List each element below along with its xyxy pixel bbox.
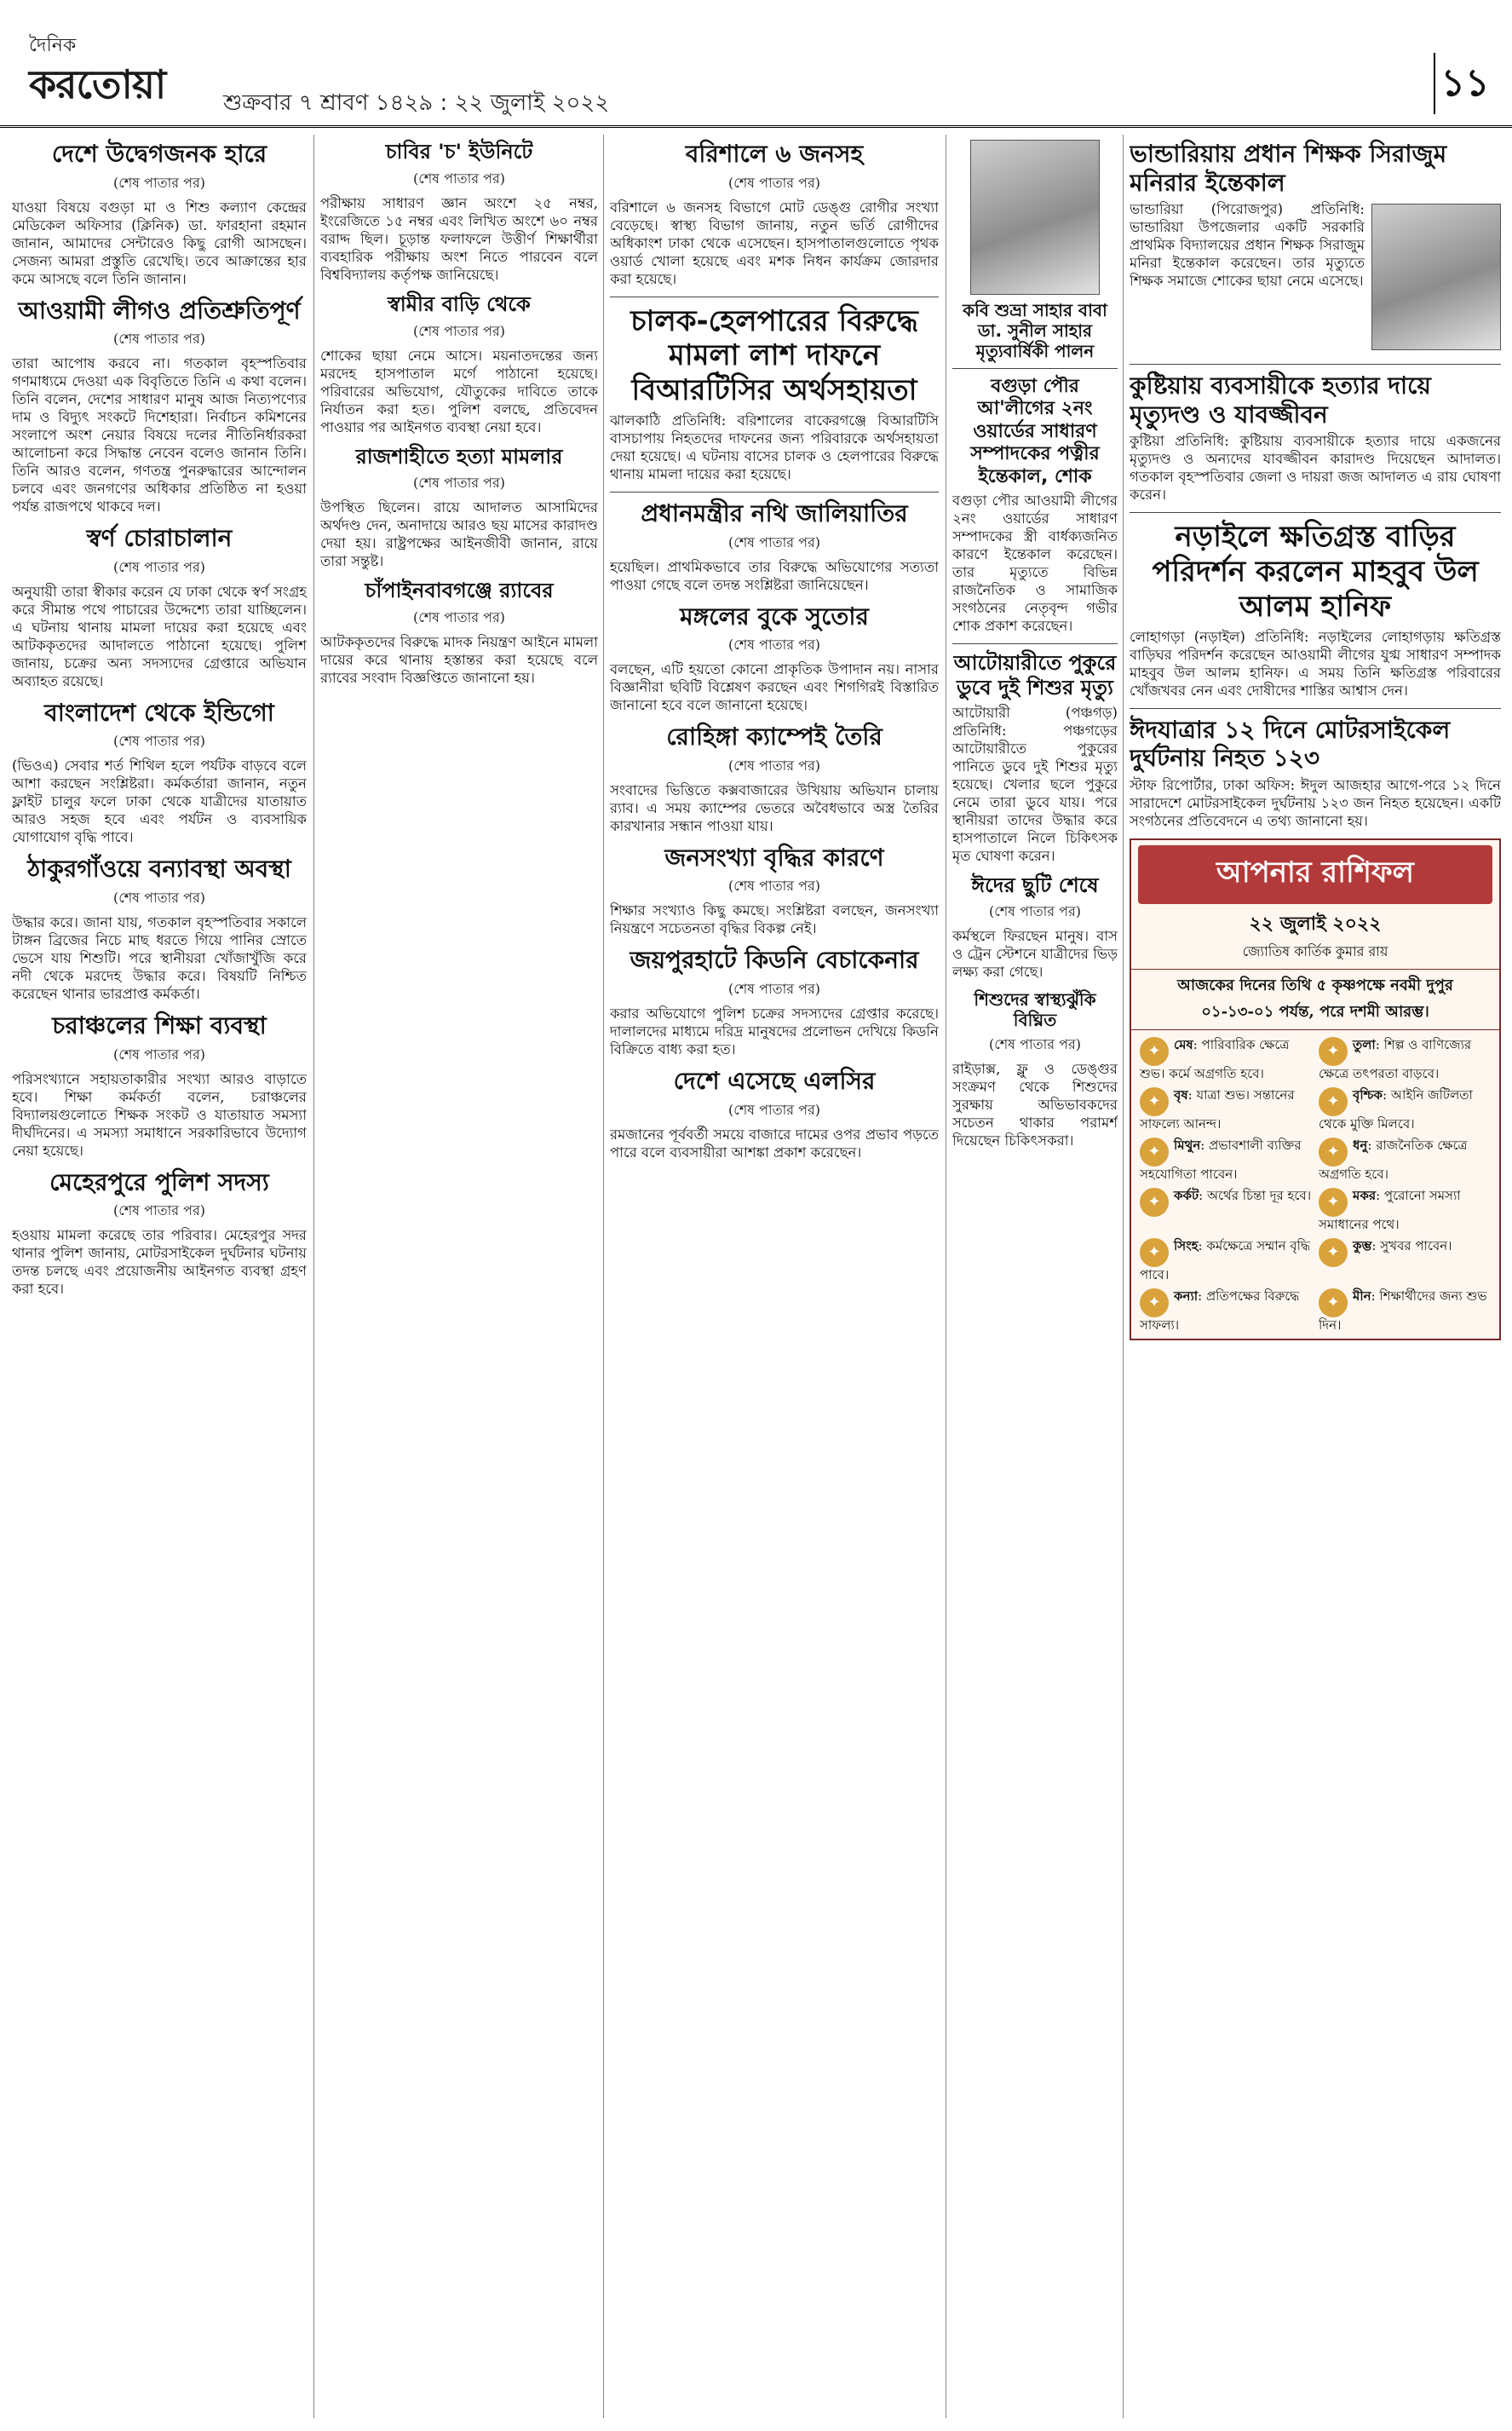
column-divider xyxy=(603,135,604,2418)
article xyxy=(610,1067,939,1161)
zodiac-text: প্রতিপক্ষের বিরুদ্ধে সাফল্য। xyxy=(1140,1288,1300,1333)
zodiac-item: ✦ মকর: পুরোনো সমস্যা সমাধানের পথে। xyxy=(1319,1187,1461,1232)
headline: বাংলাদেশ থেকে ইন্ডিগো xyxy=(44,698,274,727)
zodiac-name: কন্যা xyxy=(1174,1288,1199,1304)
column-2 xyxy=(320,135,598,695)
headline: জয়পুরহাটে কিডনি বেচাকেনার xyxy=(630,946,919,975)
article-body: হয়েছিল। প্রাথমিকভাবে তার বিরুদ্ধে অভিযোগের সত্যতা পাওয়া গেছে বলে তদন্ত সংশ্লিষ্টরা জানিয়েছেন। xyxy=(610,558,939,593)
continued-note: (শেষ পাতার পর) xyxy=(412,170,506,187)
continued-note: (শেষ পাতার পর) xyxy=(412,475,506,492)
zodiac-sign-icon: ✦ xyxy=(1140,1238,1169,1267)
article-body: রাইড়াক্স, ফ্লু ও ডেঙ্গুর সংক্রমণ থেকে শিশুদের সুরক্ষায় অভিভাবকদের সচেতন থাকার পরামর্শ দিয়েছেন চিকিৎসকরা। xyxy=(952,1061,1118,1149)
article-body: স্টাফ রিপোর্টার, ঢাকা অফিস: ঈদুল আজহার আগে-পরে ১২ দিনে সারাদেশে মোটরসাইকেল দুর্ঘটনায় ১২৩ জন নিহত হয়েছেন। একটি সংগঠনের প্রতিবেদনে এ তথ্য জানানো হয়। xyxy=(1130,776,1501,829)
zodiac-row xyxy=(1131,1188,1499,1238)
zodiac-sign-icon: ✦ xyxy=(1140,1087,1169,1116)
column-divider xyxy=(1123,135,1124,2418)
continued-note: (শেষ পাতার পর) xyxy=(112,558,206,575)
newspaper-logo xyxy=(29,31,208,107)
article-body: পরিসংখ্যানে সহায়তাকারীর সংখ্যা আরও বাড়াতে হবে। শিক্ষা কর্মকর্তা বলেন, চরাঞ্চলের বিদ্যালয়গুলোতে শিক্ষক সংকট ও যাতায়াত সমস্যা দীর্ঘদিনের। এ সমস্যা সমাধানে সরকারিভাবে উদ্যোগ নেয়া হয়েছে। xyxy=(12,1070,307,1159)
zodiac-item: ✦ মিথুন: প্রভাবশালী ব্যক্তির সহযোগিতা পাবেন। xyxy=(1140,1137,1302,1182)
headline: ঈদযাত্রার ১২ দিনে মোটরসাইকেল দুর্ঘটনায় নিহত ১২৩ xyxy=(1130,715,1451,773)
article-body: শিক্ষার সংখ্যাও কিছু কমছে। সংশ্লিষ্টরা বলছেন, জনসংখ্যা নিয়ন্ত্রণে সচেতনতা বৃদ্ধির বিকল্প নেই। xyxy=(610,902,939,937)
zodiac-item: ✦ কন্যা: প্রতিপক্ষের বিরুদ্ধে সাফল্য। xyxy=(1140,1288,1300,1333)
zodiac-sign-icon: ✦ xyxy=(1140,1037,1169,1066)
headline: মঙ্গলের বুকে সুতোর xyxy=(680,602,869,631)
article xyxy=(610,602,939,715)
horoscope-box xyxy=(1130,838,1501,1340)
headline: চাঁপাইনবাবগঞ্জে র‌্যাবের xyxy=(365,579,554,603)
article xyxy=(320,579,598,687)
article-body: করার অভিযোগে পুলিশ চক্রের সদস্যদের গ্রেপ্তার করেছে। দালালদের মাধ্যমে দরিদ্র মানুষদের প্রলোভন দেখিয়ে কিডনি বিক্রিতে বাধ্য করা হত। xyxy=(610,1005,939,1057)
continued-note: (শেষ পাতার পর) xyxy=(727,980,821,997)
article xyxy=(952,873,1118,982)
page-number: ১১ xyxy=(1434,53,1495,114)
zodiac-text: পুরোনো সমস্যা সমাধানের পথে। xyxy=(1319,1187,1461,1232)
column-1 xyxy=(12,135,307,1306)
article-body: অনুযায়ী তারা স্বীকার করেন যে ঢাকা থেকে স্বর্ণ সংগ্রহ করে সীমান্ত পথে পাচারের উদ্দেশ্যে তারা যাচ্ছিলেন। এ ঘটনায় থানায় মামলা দায়ের করা হয়েছে এবং আটককৃতদের আদালতে পাঠানো হয়েছে। পুলিশ জানায়, চক্রের অন্য সদস্যদের গ্রেপ্তারে অভিযান অব্যাহত রয়েছে। xyxy=(12,583,307,689)
headline: চাবির 'চ' ইউনিটে xyxy=(385,140,533,164)
headline: দেশে উদ্বেগজনক হারে xyxy=(51,140,267,168)
headline: শিশুদের স্বাস্থ্যঝুঁকি বিঘ্নিত xyxy=(974,989,1096,1031)
column-3 xyxy=(610,135,939,1170)
article-body: রমজানের পূর্ববর্তী সময়ে বাজারে দামের ওপর প্রভাব পড়তে পারে বলে ব্যবসায়ীরা আশঙ্কা প্রকাশ করেছেন। xyxy=(610,1126,939,1161)
horoscope-author: জ্যোতিষ কার্তিক কুমার রায় xyxy=(1242,942,1388,959)
article-body: সংবাদের ভিত্তিতে কক্সবাজারের উখিয়ায় অভিযান চালায় র‌্যাব। এ সময় ক্যাম্পের ভেতরে অবৈধভাবে অস্ত্র তৈরির কারখানার সন্ধান পাওয়া যায়। xyxy=(610,781,939,834)
headline: চরাঞ্চলের শিক্ষা ব্যবস্থা xyxy=(52,1011,267,1040)
zodiac-text: শিক্ষার্থীদের জন্য শুভ দিন। xyxy=(1319,1288,1487,1333)
continued-note: (শেষ পাতার পর) xyxy=(412,322,506,339)
article-body: শোকের ছায়া নেমে আসে। ময়নাতদন্তের জন্য মরদেহ হাসপাতাল মর্গে পাঠানো হয়েছে। পরিবারের অভিযোগ, যৌতুকের দাবিতে তাকে নির্যাতন করা হত। পুলিশ বলছে, প্রতিবেদন পাওয়ার পর আইনগত ব্যবস্থা নেয়া হবে। xyxy=(320,347,598,435)
article xyxy=(1130,135,1501,355)
article xyxy=(610,844,939,938)
zodiac-name: বৃষ xyxy=(1174,1086,1188,1103)
logo-title: করতোয়া xyxy=(29,61,166,107)
zodiac-name: মীন xyxy=(1353,1288,1371,1304)
article xyxy=(610,723,939,835)
article-body: ভান্ডারিয়া (পিরোজপুর) প্রতিনিধি: ভান্ডারিয়া উপজেলার একটি সরকারি প্রাথমিক বিদ্যালয়ের প্রধান শিক্ষক সিরাজুম মনিরা ইন্তেকাল করেছেন। তার মৃত্যুতে শিক্ষক সমাজে শোকের ছায়া নেমে এসেছে। xyxy=(1130,201,1365,290)
zodiac-row xyxy=(1131,1238,1499,1288)
article xyxy=(12,140,307,288)
zodiac-name: ধনু xyxy=(1353,1137,1368,1153)
article xyxy=(12,524,307,690)
headline: দেশে এসেছে এলসির xyxy=(673,1066,876,1095)
zodiac-sign-icon: ✦ xyxy=(1140,1188,1169,1217)
zodiac-sign-icon: ✦ xyxy=(1140,1138,1169,1167)
headline: স্বর্ণ চোরাচালান xyxy=(86,524,233,553)
zodiac-sign-icon: ✦ xyxy=(1319,1238,1348,1267)
continued-note: (শেষ পাতার পর) xyxy=(727,1101,821,1118)
article xyxy=(12,1168,307,1299)
zodiac-item: ✦ কর্কট: অর্থের চিন্তা দূর হবে। xyxy=(1140,1188,1312,1233)
zodiac-name: তুলা xyxy=(1353,1036,1376,1052)
logo-small-text: দৈনিক xyxy=(29,35,77,56)
divider xyxy=(1130,364,1501,365)
zodiac-name: সিংহ xyxy=(1174,1237,1199,1253)
column-5 xyxy=(1130,135,1501,1340)
article xyxy=(952,376,1118,635)
continued-note: (শেষ পাতার পর) xyxy=(112,1202,206,1219)
zodiac-name: কুম্ভ xyxy=(1353,1237,1372,1253)
article-body: যাওয়া বিষয়ে বগুড়া মা ও শিশু কল্যাণ কেন্দ্রের মেডিকেল অফিসার (ক্লিনিক) ডা. ফারহানা রহমান জানান, আমাদের সেন্টারেও কিছু রোগী আসছেন। সেজন্য আমরা প্রস্তুতি রেখেছি। তবে আক্রান্তের হার কমে আসছে বলে তিনি জানান। xyxy=(12,199,307,287)
headline: মেহেরপুরে পুলিশ সদস্য xyxy=(49,1167,269,1196)
headline: ঈদের ছুটি শেষে xyxy=(971,873,1099,897)
zodiac-sign-icon: ✦ xyxy=(1140,1288,1169,1317)
continued-note: (শেষ পাতার পর) xyxy=(727,757,821,774)
zodiac-item: ✦ সিংহ: কর্মক্ষেত্রে সম্মান বৃদ্ধি পাবে। xyxy=(1140,1237,1310,1282)
masthead xyxy=(0,0,1512,128)
headline: আটোয়ারীতে পুকুরে ডুবে দুই শিশুর মৃত্যু xyxy=(953,650,1117,700)
zodiac-item: ✦ বৃশ্চিক: আইনি জটিলতা থেকে মুক্তি মিলবে। xyxy=(1319,1086,1473,1132)
article xyxy=(1130,520,1501,699)
continued-note: (শেষ পাতার পর) xyxy=(112,733,206,750)
article-body: বরিশালে ৬ জনসহ বিভাগে মোট ডেঙ্গু রোগীর সংখ্যা বেড়েছে। স্বাস্থ্য বিভাগ জানায়, নতুন ভর্তি রোগীদের অধিকাংশ ঢাকা থেকে এসেছেন। হাসপাতালগুলোতে পৃথক ওয়ার্ড খোলা হয়েছে এবং মশক নিধন কার্যক্রম জোরদার করা হয়েছে। xyxy=(610,199,939,287)
zodiac-text: যাত্রা শুভ। সন্তানের সাফল্যে আনন্দ। xyxy=(1140,1086,1295,1132)
headline: চালক-হেলপারের বিরুদ্ধে মামলা লাশ দাফনে বিআরটিসির অর্থসহায়তা xyxy=(630,303,918,408)
zodiac-item: ✦ বৃষ: যাত্রা শুভ। সন্তানের সাফল্যে আনন্দ। xyxy=(1140,1086,1295,1132)
zodiac-item: ✦ কুম্ভ: সুখবর পাবেন। xyxy=(1319,1238,1491,1283)
zodiac-sign-icon: ✦ xyxy=(1319,1188,1348,1217)
article xyxy=(12,699,307,847)
article-body: আটককৃতদের বিরুদ্ধে মাদক নিয়ন্ত্রণ আইনে মামলা দায়ের করে থানায় হস্তান্তর করা হয়েছে বলে র‌্যাবের সংবাদ বিজ্ঞপ্তিতে জানানো হয়। xyxy=(320,634,598,687)
horoscope-intro: আজকের দিনের তিথি ৫ কৃষ্ণপক্ষে নবমী দুপুর ০১-১৩-০১ পর্যন্ত, পরে দশমী আরম্ভ। xyxy=(1131,969,1499,1030)
article xyxy=(610,946,939,1058)
continued-note: (শেষ পাতার পর) xyxy=(112,331,206,348)
headline: ভান্ডারিয়ায় প্রধান শিক্ষক সিরাজুম মনিরার ইন্তেকাল xyxy=(1130,140,1447,197)
headline: প্রধানমন্ত্রীর নথি জালিয়াতির xyxy=(641,498,908,527)
zodiac-text: সুখবর পাবেন। xyxy=(1380,1237,1452,1253)
zodiac-name: মিথুন xyxy=(1174,1137,1201,1153)
zodiac-text: প্রভাবশালী ব্যক্তির সহযোগিতা পাবেন। xyxy=(1140,1137,1302,1182)
zodiac-text: শিল্প ও বাণিজ্যের ক্ষেত্রে তৎপরতা বাড়বে। xyxy=(1319,1036,1472,1081)
headline: বরিশালে ৬ জনসহ xyxy=(685,140,864,168)
article xyxy=(320,445,598,571)
article-body: বগুড়া পৌর আওয়ামী লীগের ২নং ওয়ার্ডের সাধারণ সম্পাদকের স্ত্রী বার্ধক্যজনিত কারণে ইন্তেকাল করেছেন। তার মৃত্যুতে বিভিন্ন রাজনৈতিক ও সামাজিক সংগঠনের নেতৃবৃন্দ গভীর শোক প্রকাশ করেছেন। xyxy=(952,492,1118,634)
article-body: ঝালকাঠি প্রতিনিধি: বরিশালের বাকেরগঞ্জে বিআরটিসি বাসচাপায় নিহতদের দাফনের জন্য পরিবারকে অর্থসহায়তা দেয়া হয়েছে। এ ঘটনায় বাসের চালক ও হেলপারের বিরুদ্ধে থানায় মামলা দায়ের করা হয়েছে। xyxy=(610,412,939,482)
article xyxy=(952,651,1118,865)
column-4 xyxy=(952,135,1118,1158)
horoscope-title: আপনার রাশিফল xyxy=(1138,845,1492,904)
divider xyxy=(1130,512,1501,513)
headline: রোহিঙ্গা ক্যাম্পেই তৈরি xyxy=(666,723,882,752)
continued-note: (শেষ পাতার পর) xyxy=(727,637,821,654)
horoscope-date: ২২ জুলাই ২০২২ xyxy=(1249,913,1382,935)
zodiac-text: কর্মক্ষেত্রে সম্মান বৃদ্ধি পাবে। xyxy=(1140,1237,1310,1282)
article-body: কুষ্টিয়া প্রতিনিধি: কুষ্টিয়ায় ব্যবসায়ীকে হত্যার দায়ে একজনের মৃত্যুদণ্ড ও অন্যদের যাবজ্জীবন কারাদণ্ড দিয়েছেন আদালত। গতকাল বৃহস্পতিবার জেলা ও দায়রা জজ আদালত এ রায় ঘোষণা করেন। xyxy=(1130,433,1501,504)
article-body: উদ্ধার করে। জানা যায়, গতকাল বৃহস্পতিবার সকালে টাঙ্গন ব্রিজের নিচে মাছ ধরতে গিয়ে পানির স্রোতে ভেসে যায় শিশুটি। পরে স্থানীয়রা খোঁজাখুঁজি করে নদী থেকে মরদেহ উদ্ধার করে। বিষয়টি নিশ্চিত করেছেন থানার ভারপ্রাপ্ত কর্মকর্তা। xyxy=(12,913,307,1002)
article xyxy=(12,855,307,1003)
divider xyxy=(1130,708,1501,709)
article xyxy=(610,304,939,483)
headline: রাজশাহীতে হত্যা মামলার xyxy=(355,444,563,469)
continued-note: (শেষ পাতার পর) xyxy=(727,174,821,191)
portrait-photo xyxy=(1371,204,1501,350)
article xyxy=(610,140,939,288)
continued-note: (শেষ পাতার পর) xyxy=(988,1036,1082,1053)
continued-note: (শেষ পাতার পর) xyxy=(727,878,821,895)
headline: জনসংখ্যা বৃদ্ধির কারণে xyxy=(664,843,884,872)
zodiac-row xyxy=(1131,1138,1499,1188)
zodiac-sign-icon: ✦ xyxy=(1319,1138,1348,1167)
article xyxy=(952,989,1118,1149)
zodiac-text: রাজনৈতিক ক্ষেত্রে অগ্রগতি হবে। xyxy=(1319,1137,1468,1182)
article-body: আটোয়ারী (পঞ্চগড়) প্রতিনিধি: পঞ্চগড়ের আটোয়ারীতে পুকুরের পানিতে ডুবে দুই শিশুর মৃত্যু হয়েছে। খেলার ছলে পুকুরে নেমে তারা ডুবে যায়। পরে স্থানীয়রা তাদের উদ্ধার করে হাসপাতালে নিলে চিকিৎসক মৃত ঘোষণা করেন। xyxy=(952,704,1118,864)
continued-note: (শেষ পাতার পর) xyxy=(727,533,821,550)
continued-note: (শেষ পাতার পর) xyxy=(112,174,206,191)
article xyxy=(12,1011,307,1160)
article-body: (ভিওএ) সেবার শর্ত শিথিল হলে পর্যটক বাড়বে বলে আশা করছেন সংশ্লিষ্টরা। কর্মকর্তারা জানান, নতুন ফ্লাইট চালুর ফলে ঢাকা থেকে যাত্রীদের যাতায়াত আরও সহজ হবে এবং পর্যটন ও ব্যবসায়িক যোগাযোগ বৃদ্ধি পাবে। xyxy=(12,758,307,846)
headline: কুষ্টিয়ায় ব্যবসায়ীকে হত্যার দায়ে মৃত্যুদণ্ড ও যাবজ্জীবন xyxy=(1130,372,1431,429)
headline: স্বামীর বাড়ি থেকে xyxy=(388,291,531,316)
zodiac-list xyxy=(1131,1037,1499,1339)
headline: ঠাকুরগাঁওয়ে বন্যাবস্থা অবস্থা xyxy=(27,855,291,884)
article-body: উপস্থিত ছিলেন। রায়ে আদালত আসামিদের অর্থদণ্ড দেন, অনাদায়ে আরও ছয় মাসের কারাদণ্ড দেয়া হয়। রাষ্ট্রপক্ষের আইনজীবী জানান, রায়ে তারা সন্তুষ্ট। xyxy=(320,499,598,570)
divider xyxy=(610,492,939,493)
article-body: বলছেন, এটি হয়তো কোনো প্রাকৃতিক উপাদান নয়। নাসার বিজ্ঞানীরা ছবিটি বিশ্লেষণ করছেন এবং শিগগিরই বিস্তারিত জানানো হবে বলে জানানো হয়েছে। xyxy=(610,661,939,714)
zodiac-row xyxy=(1131,1288,1499,1339)
divider xyxy=(952,643,1118,644)
article-body: পরীক্ষায় সাধারণ জ্ঞান অংশে ২৫ নম্বর, ইংরেজিতে ১৫ নম্বর এবং লিখিত অংশে ৬০ নম্বর বরাদ্দ ছিল। চূড়ান্ত ফলাফলে উত্তীর্ণ শিক্ষার্থীরা ব্যবহারিক পরীক্ষায় অংশ নিতে পারবেন বলে বিশ্ববিদ্যালয় কর্তৃপক্ষ জানিয়েছে। xyxy=(320,194,598,283)
article-body: হওয়ায় মামলা করেছে তার পরিবার। মেহেরপুর সদর থানার পুলিশ জানায়, মোটরসাইকেল দুর্ঘটনার ঘটনায় তদন্ত চলছে এবং প্রয়োজনীয় আইনগত ব্যবস্থা গ্রহণ করা হবে। xyxy=(12,1227,307,1298)
continued-note: (শেষ পাতার পর) xyxy=(412,609,506,626)
zodiac-row xyxy=(1131,1087,1499,1138)
article xyxy=(320,292,598,436)
zodiac-sign-icon: ✦ xyxy=(1319,1288,1348,1317)
zodiac-row xyxy=(1131,1037,1499,1087)
article-body: কর্মস্থলে ফিরছেন মানুষ। বাস ও ট্রেন স্টেশনে যাত্রীদের ভিড় লক্ষ্য করা গেছে। xyxy=(952,928,1118,981)
headline: বগুড়া পৌর আ'লীগের ২নং ওয়ার্ডের সাধারণ সম্পাদকের পত্নীর ইন্তেকাল, শোক xyxy=(970,376,1100,487)
zodiac-item: ✦ মেষ: পারিবারিক ক্ষেত্রে শুভ। কর্মে অগ্রগতি হবে। xyxy=(1140,1036,1290,1081)
zodiac-item: ✦ মীন: শিক্ষার্থীদের জন্য শুভ দিন। xyxy=(1319,1288,1487,1333)
column-divider xyxy=(313,135,314,2418)
zodiac-name: কর্কট xyxy=(1174,1187,1199,1203)
zodiac-text: আইনি জটিলতা থেকে মুক্তি মিলবে। xyxy=(1319,1086,1473,1132)
zodiac-name: বৃশ্চিক xyxy=(1353,1086,1383,1103)
photo-caption: কবি শুভ্রা সাহার বাবা ডা. সুনীল সাহার মৃত্যুবার্ষিকী পালন xyxy=(963,300,1107,361)
continued-note: (শেষ পাতার পর) xyxy=(112,1046,206,1063)
portrait-photo xyxy=(970,140,1100,295)
zodiac-item: ✦ তুলা: শিল্প ও বাণিজ্যের ক্ষেত্রে তৎপরতা বাড়বে। xyxy=(1319,1036,1472,1081)
zodiac-text: পারিবারিক ক্ষেত্রে শুভ। কর্মে অগ্রগতি হবে। xyxy=(1140,1036,1290,1081)
zodiac-sign-icon: ✦ xyxy=(1319,1087,1348,1116)
zodiac-item: ✦ ধনু: রাজনৈতিক ক্ষেত্রে অগ্রগতি হবে। xyxy=(1319,1137,1468,1182)
article xyxy=(12,297,307,516)
article xyxy=(610,499,939,594)
zodiac-text: অর্থের চিন্তা দূর হবে। xyxy=(1207,1187,1312,1203)
article xyxy=(320,140,598,284)
article-body: লোহাগড়া (নড়াইল) প্রতিনিধি: নড়াইলের লোহাগড়ায় ক্ষতিগ্রস্ত বাড়িঘর পরিদর্শন করেছেন আওয়ামী লীগের যুগ্ম সাধারণ সম্পাদক মাহবুব উল আলম হানিফ। এ সময় তিনি ক্ষতিগ্রস্ত পরিবারের খোঁজখবর নেন এবং দোষীদের শাস্তির আশ্বাস দেন। xyxy=(1130,628,1501,699)
zodiac-sign-icon: ✦ xyxy=(1319,1037,1348,1066)
divider xyxy=(952,368,1118,369)
headline: আওয়ামী লীগও প্রতিশ্রুতিপূর্ণ xyxy=(18,296,301,325)
article-body: তারা আপোষ করবে না। গতকাল বৃহস্পতিবার গণমাধ্যমে দেওয়া এক বিবৃতিতে তিনি এ কথা বলেন। তিনি বলেন, দেশের সাধারণ মানুষ আজ নিত্যপণ্যের দাম ও বিদ্যুৎ সংকটে দিশেহারা। নির্বাচন কমিশনের সংলাপে অংশ নেয়ার বিষয়ে দলের নীতিনির্ধারকরা আলোচনা করে সিদ্ধান্ত নেবেন বলেও জানান তিনি। তিনি আরও বলেন, গণতন্ত্র পুনরুদ্ধারের আন্দোলন চলবে এবং জনগণের অধিকার প্রতিষ্ঠিত না হওয়া পর্যন্ত রাজপথে থাকবে দল। xyxy=(12,355,307,516)
continued-note: (শেষ পাতার পর) xyxy=(112,889,206,906)
zodiac-name: মেষ xyxy=(1174,1036,1193,1052)
headline: নড়াইলে ক্ষতিগ্রস্ত বাড়ির পরিদর্শন করলেন মাহবুব উল আলম হানিফ xyxy=(1152,520,1479,624)
article xyxy=(1130,372,1501,504)
article xyxy=(1130,716,1501,830)
continued-note: (শেষ পাতার পর) xyxy=(988,903,1082,920)
zodiac-name: মকর xyxy=(1353,1187,1377,1203)
dateline: শুক্রবার ৭ শ্রাবণ ১৪২৯ : ২২ জুলাই ২০২২ xyxy=(223,90,610,116)
